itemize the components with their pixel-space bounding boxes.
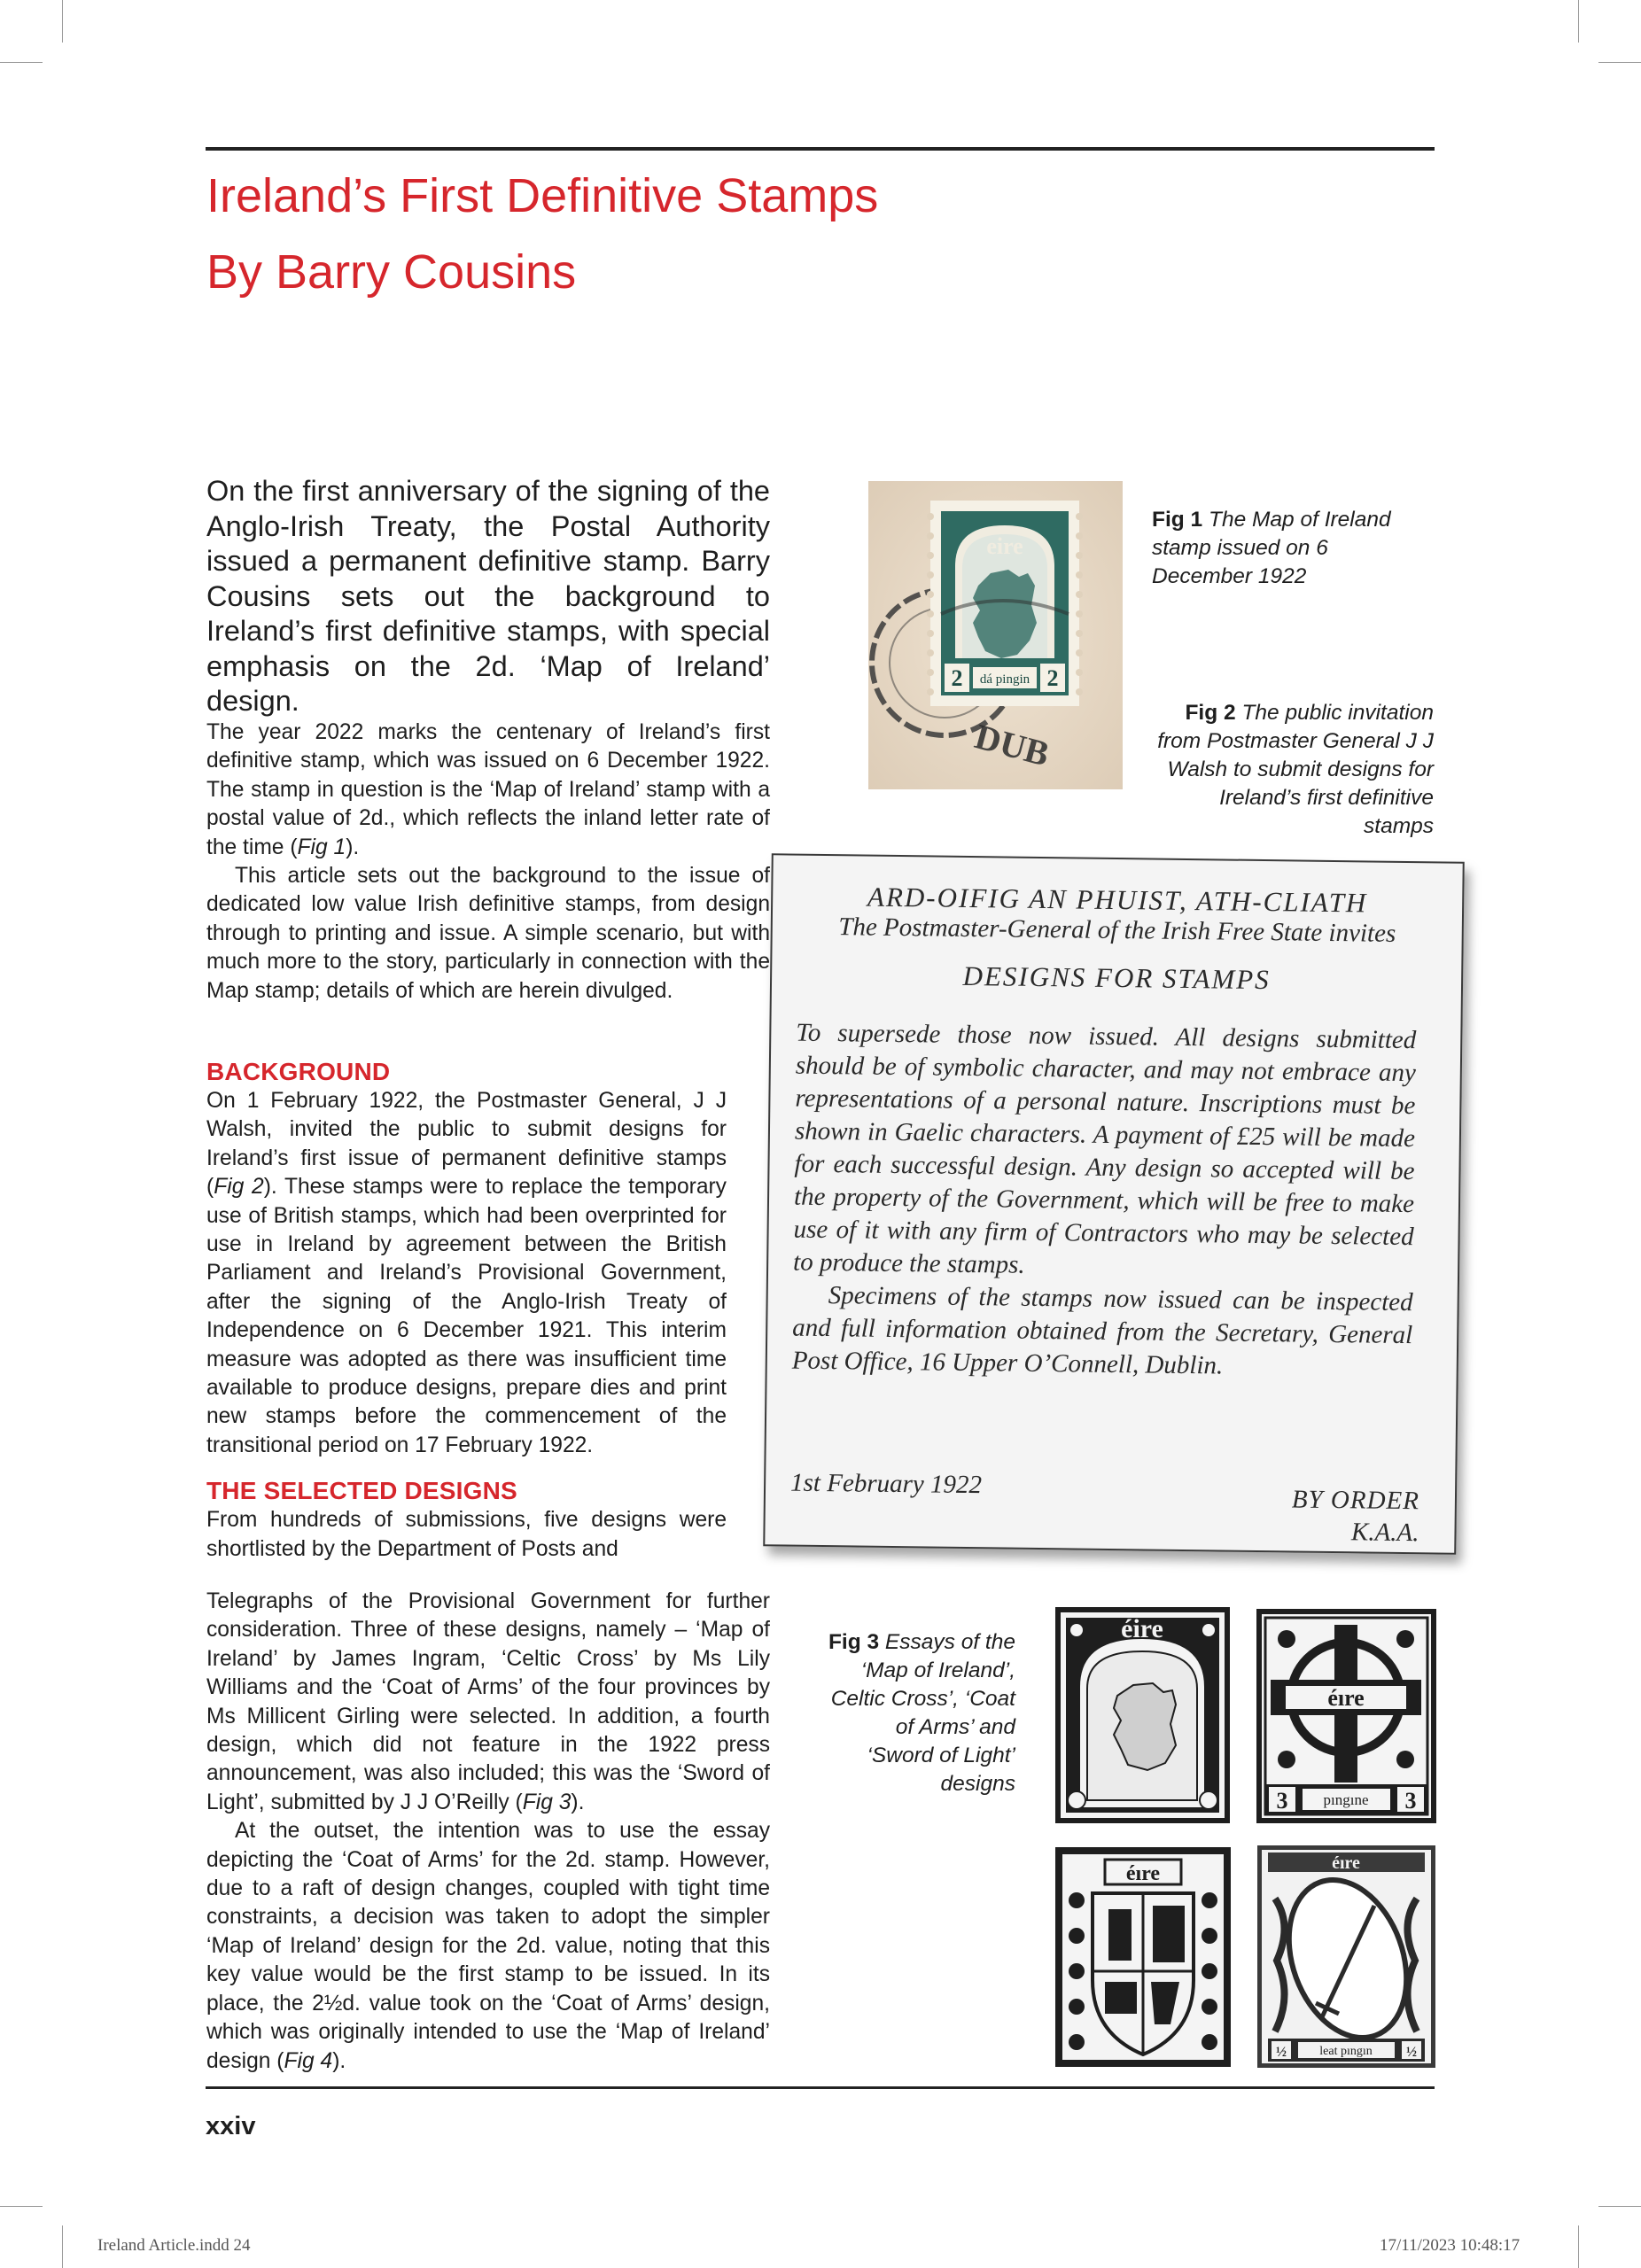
paragraph: The year 2022 marks the centenary of Ireland’s first definitive stamp, which was issued on 6 December 1922. The stamp in question is the ‘Map of Ireland’ stamp with a postal value of 2d., which reflects the inland letter rate of the time (Fig 1).: [206, 720, 770, 859]
figure-ref: Fig 1: [297, 835, 346, 859]
fig2-caption: Fig 2 The public invitation from Postmaster General J J Walsh to submit designs for Ireland’s first definitive stamps: [1157, 701, 1434, 838]
sword-of-light-essay-image: [1257, 1845, 1435, 2068]
notice-line1: ARD-OIFIG AN PHUIST, ATH-CLIATH: [867, 881, 1368, 919]
crop-mark: [1578, 0, 1579, 43]
map-of-ireland-stamp-image: [868, 481, 1123, 789]
notice-paragraph: To supersede those now issued. All designs submitted should be of symbolic character, and may not embrace any representations of a personal nature. Inscriptions must be shown in Gaelic characters. A payment of £25 will be made for each successful design. Any design so accepted will be the property of the Government, which will be free to make use of it with any firm of Contractors who may be selected to produce the stamps.: [792, 1018, 1417, 1279]
postmark-text: DUB: [970, 716, 1054, 774]
notice-body: [792, 1017, 1417, 1386]
notice-date: 1st February 1922: [789, 1468, 983, 1500]
bottom-rule: [206, 2086, 1435, 2089]
essay-sword-value-text: leat pıngın: [1319, 2045, 1373, 2058]
essay-cross-country: éıre: [1327, 1685, 1365, 1711]
stamp-country: eire: [986, 533, 1023, 559]
figure-ref: Fig 2: [214, 1175, 264, 1200]
paragraph: From hundreds of submissions, five designs were shortlisted by the Department of Posts and: [206, 1508, 727, 1561]
notice-initials: K.A.A.: [1350, 1518, 1419, 1548]
notice-line2: The Postmaster-General of the Irish Free State invites: [838, 913, 1396, 948]
essay-celtic-cross: [1256, 1609, 1436, 1823]
stamp-value-text: dá pingin: [979, 672, 1030, 687]
map-essay-image: [1055, 1607, 1230, 1823]
section-heading-background: BACKGROUND: [206, 1058, 391, 1085]
crop-mark: [62, 0, 63, 43]
stamp-value-left: 2: [951, 665, 963, 691]
crop-mark: [1578, 2225, 1579, 2268]
essay-sword-value-right: ½: [1406, 2045, 1417, 2060]
fig1-caption: Fig 1 The Map of Ireland stamp issued on 6 December 1922: [1152, 508, 1391, 588]
notice-line3: DESIGNS FOR STAMPS: [962, 959, 1271, 996]
slug-timestamp: 17/11/2023 10:48:17: [1380, 2236, 1520, 2255]
fig3-label: Fig 3: [828, 1630, 880, 1654]
essay-map-of-ireland: [1055, 1607, 1230, 1823]
paragraph: This article sets out the background to the issue of dedicated low value Irish definitive stamps, from design through to printing and issue. A simple scenario, but with much more to the story, particularly in connection with the Map stamp; details of which are herein divulged.: [206, 864, 770, 1003]
celtic-cross-essay-image: [1256, 1609, 1436, 1823]
paragraph: On 1 February 1922, the Postmaster General, J J Walsh, invited the public to submit designs for Ireland’s first issue of permanent definitive stamps (Fig 2). These stamps were to replace the temporary use of British stamps, which had been overprinted for use in Ireland by agreement between the British Parliament and Ireland’s Provisional Government, after the signing of the Anglo-Irish Treaty of Independence on 6 December 1921. This interim measure was adopted as there was insufficient time available to produce designs, prepare dies and print new stamps before the commencement of the transitional period on 17 February 1922.: [206, 1089, 727, 1457]
figure-ref: Fig 3: [522, 1790, 572, 1814]
essay-sword-country: éıre: [1332, 1853, 1360, 1873]
notice-paragraph: Specimens of the stamps now issued can be inspected and full information obtained from the Secretary, General Post Office, 16 Upper O’Connell, Dublin.: [791, 1281, 1413, 1380]
essay-cross-value-text: pıngıne: [1323, 1791, 1369, 1808]
section-heading-selected-designs: THE SELECTED DESIGNS: [206, 1477, 517, 1505]
figure-ref: Fig 4: [284, 2048, 333, 2073]
fig1-label: Fig 1: [1152, 508, 1203, 532]
fig3-caption: Fig 3 Essays of the ‘Map of Ireland’, Celtic Cross’, ‘Coat of Arms’ and ‘Sword of Light’ designs: [828, 1630, 1015, 1796]
article-intro: On the first anniversary of the signing of the Anglo-Irish Treaty, the Postal Authority issued a permanent definitive stamp. Barry Cousins sets out the background to Ireland’s first definitive stamps, with special emphasis on the 2d. ‘Map of Ireland’ design.: [206, 475, 770, 717]
essay-map-country: éire: [1121, 1614, 1163, 1643]
crop-mark: [0, 62, 43, 63]
crop-mark: [0, 2206, 43, 2207]
stamp-value-right: 2: [1046, 665, 1059, 691]
page-number: xxiv: [206, 2112, 256, 2140]
crop-mark: [1598, 62, 1641, 63]
paragraph: At the outset, the intention was to use the essay depicting the ‘Coat of Arms’ for the 2d. stamp. However, due to a raft of design changes, coupled with tight time constraints, a decision was taken to adopt the simpler ‘Map of Ireland’ design for the 2d. value, noting that this key value would be the first stamp to be issued. In its place, the 2½d. value took on the ‘Coat of Arms’ design, which was originally intended to use the ‘Map of Ireland’ design (Fig 4).: [206, 1819, 770, 2073]
coat-of-arms-essay-image: [1055, 1847, 1231, 2067]
article-title: Ireland’s First Definitive Stamps: [206, 169, 879, 222]
fig1-stamp-photo: [868, 481, 1123, 789]
crop-mark: [62, 2225, 63, 2268]
essay-sword-of-light: [1257, 1845, 1435, 2068]
fig2-public-notice: [763, 853, 1464, 1554]
article-byline: By Barry Cousins: [206, 245, 577, 299]
top-rule: [206, 147, 1435, 151]
essay-sword-value-left: ½: [1276, 2045, 1287, 2060]
paragraph: Telegraphs of the Provisional Government for further consideration. Three of these designs, namely – ‘Map of Ireland’ by James Ingram, ‘Celtic Cross’ by Ms Lily Williams and the ‘Coat of Arms’ of the four provinces by Ms Millicent Girling were selected. In addition, a fourth design, which did not feature in the 1922 press announcement, was also included; this was the ‘Sword of Light’, submitted by J J O’Reilly (Fig 3).: [206, 1589, 770, 1814]
slug-filename: Ireland Article.indd 24: [97, 2236, 251, 2255]
body-column-upper: [206, 718, 770, 1006]
essay-arms-country: éıre: [1125, 1862, 1161, 1885]
essay-coat-of-arms: [1055, 1847, 1231, 2067]
body-column-middle: [206, 1057, 727, 1564]
body-column-lower: [206, 1588, 770, 2076]
essay-cross-value-left: 3: [1276, 1788, 1288, 1814]
notice-by-order: BY ORDER: [1291, 1485, 1420, 1516]
essay-cross-value-right: 3: [1404, 1788, 1417, 1814]
crop-mark: [1598, 2206, 1641, 2207]
fig2-label: Fig 2: [1185, 701, 1236, 725]
